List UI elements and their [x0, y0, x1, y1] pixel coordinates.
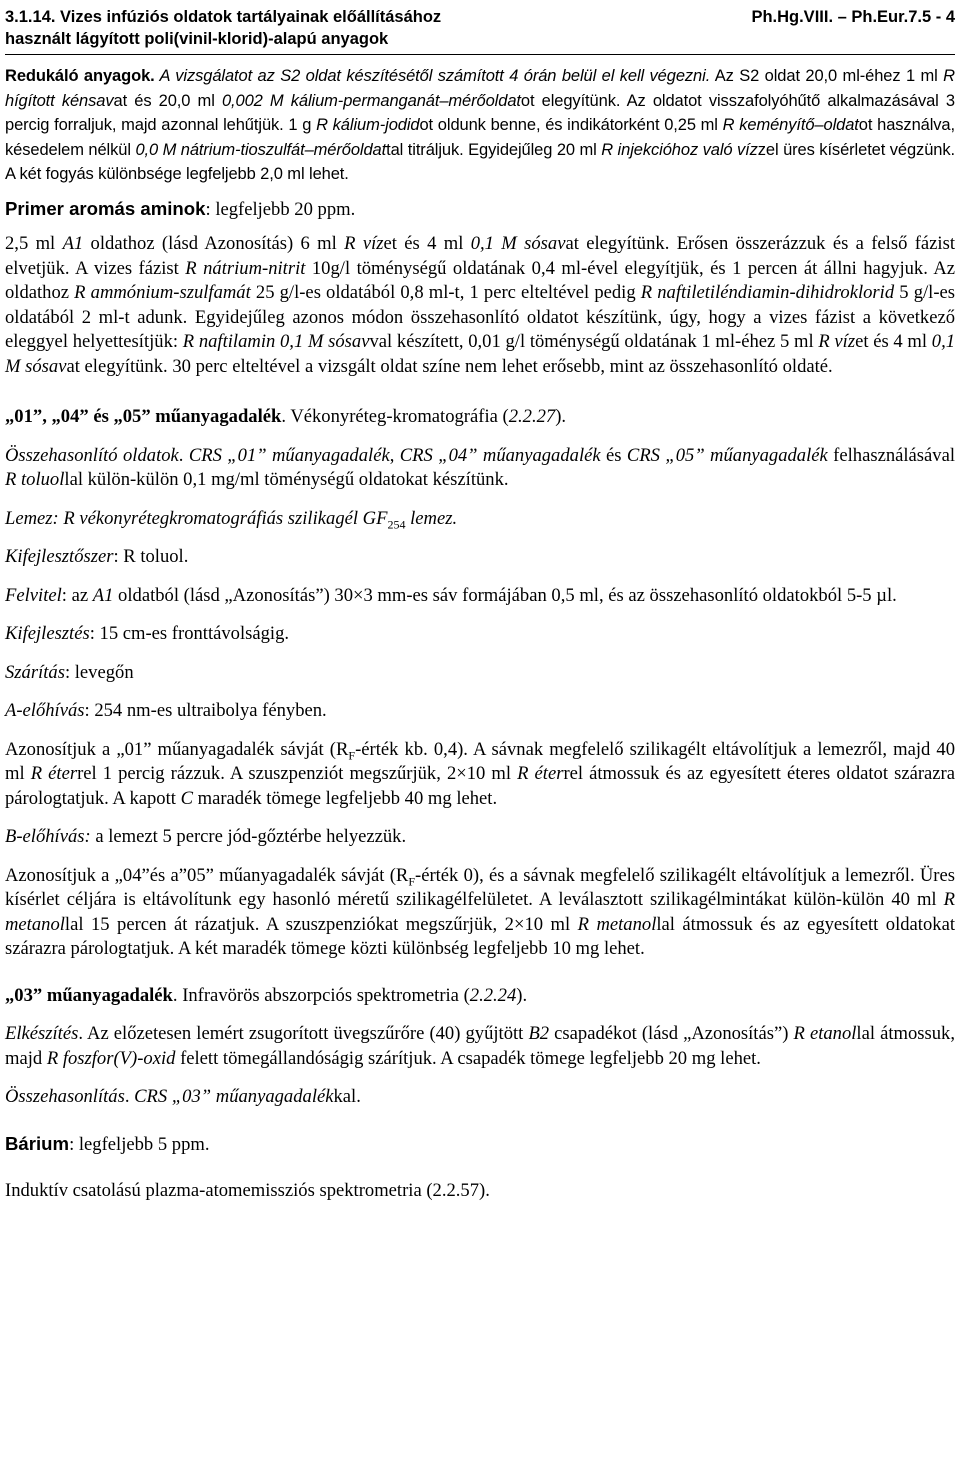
- development-line: Kifejlesztés: 15 cm-es fronttávolságig.: [5, 623, 290, 644]
- document-body: [5, 64, 955, 1204]
- reference-solutions-paragraph: Összehasonlító oldatok. CRS „01” műanyagadalék, CRS „04” műanyagadalék és CRS „05” műanyagadalék felhasználásával R toluollal külön-külön 0,1 mg/ml töménységű oldatokat készítünk.: [5, 444, 956, 490]
- barium-heading-line: Bárium: legfeljebb 5 ppm.: [5, 1132, 210, 1155]
- reducing-substances-heading: Redukáló anyagok.: [5, 67, 155, 85]
- plastic-03-heading-line: „03” műanyagadalék. Infravörös abszorpciós spektrometria (2.2.24).: [5, 984, 528, 1006]
- aromatic-amines-paragraph: 2,5 ml A1 oldathoz (lásd Azonosítás) 6 ml R vízet és 4 ml 0,1 M sósavat elegyítünk. Erősen összerázzuk és a felső fázist elvetjük. A vizes fázist R nátrium-nitrit 10g/l töménységű oldatának 0,4 ml-ével elegyítjük, és 1 percen át állni hagyjuk. Az oldathoz R ammónium-szulfamát 25 g/l-es oldatából 0,8 ml-t, 1 perc elteltével pedig R naftiletiléndiamin-dihidroklorid 5 g/l-es oldatából 2 ml-t adunk. Egyidejűleg azonos módon összehasonlító oldatot készítünk, úgy, hogy a vizes fázist a következő eleggyel helyettesítjük: R naftilamin 0,1 M sósavval készített, 0,01 g/l töménységű oldatának 1 ml-éhez 5 ml R vízet és 4 ml 0,1 M sósavat elegyítünk. 30 perc elteltével a vizsgált oldat színe nem lehet erősebb, mint az összehasonlító oldaté.: [5, 233, 956, 377]
- aromatic-amines-heading-line: Primer aromás aminok: legfeljebb 20 ppm.: [5, 197, 356, 220]
- comparison-line: Összehasonlítás. CRS „03” műanyagadalékkal.: [5, 1086, 361, 1107]
- plate-line: Lemez: R vékonyrétegkromatográfiás szilikagél $GF_{254}$ lemez.: [5, 507, 458, 532]
- header-divider: [5, 54, 955, 55]
- reducing-substances-paragraph: Redukáló anyagok. A vizsgálatot az S2 oldat készítésétől számított 4 órán belül el kell végezni. Az S2 oldat 20,0 ml-éhez 1 ml R hígított kénsavat és 20,0 ml 0,002 M kálium-permanganát–mérőoldatot elegyítünk. Az oldatot visszafolyóhűtő alkalmazásával 3 percig forraljuk, majd azonnal lehűtjük. 1 g R kálium-jodidot oldunk benne, és indikátorként 0,25 ml R keményítő–oldatot használva, késedelem nélkül 0,0 M nátrium-tioszulfát–mérőoldattal titráljuk. Egyidejűleg 20 ml R injekcióhoz való vízzel üres kísérletet végzünk. A két fogyás különbsége legfeljebb 2,0 ml lehet.: [5, 67, 955, 183]
- barium-heading: Bárium: [5, 1132, 70, 1154]
- mobile-phase-line: Kifejlesztőszer: R toluol.: [5, 546, 189, 567]
- section-title-line1: 3.1.14. Vizes infúziós oldatok tartályainak előállításához: [5, 8, 442, 26]
- application-paragraph: Felvitel: az A1 oldatból (lásd „Azonosítás”) 30×3 mm-es sáv formájában 0,5 ml, és az összehasonlító oldatokból 5-5 µl.: [5, 584, 897, 606]
- drying-line: Szárítás: levegőn: [5, 661, 134, 683]
- pharmacopoeia-reference: Ph.Hg.VIII. – Ph.Eur.7.5 - 4: [751, 8, 955, 26]
- preparation-paragraph: Elkészítés. Az előzetesen lemért zsugorított üvegszűrőre (40) gyűjtött B2 csapadékot (lásd „Azonosítás”) R etanollal átmossuk, majd R foszfor(V)-oxid felett tömegállandóságig szárítjuk. A csapadék tömege legfeljebb 20 mg lehet.: [5, 1023, 955, 1069]
- identification-0405-paragraph: Azonosítjuk a „04”és a”05” műanyagadalék sávját ($R_F$-érték 0), és a sávnak megfelelő szilikagélt eltávolítjuk a lemezről. Üres kísérlet céljára is eltávolítunk egy hasonló méretű szilikagélfelületet. A leválasztott szilikagélmintákat külön-külön 40 ml R metanollal 15 percen át rázatjuk. A szuszpenziókat megszűrjük, 2×10 ml R metanollal átmossuk és az egyesített oldatokat szárazra párologtatjuk. A két maradék tömege közti különbség legfeljebb 10 mg lehet.: [5, 864, 955, 959]
- section-title-line2: használt lágyított poli(vinil-klorid)-alapú anyagok: [5, 30, 389, 48]
- plastic-03-heading: „03” műanyagadalék: [5, 984, 173, 1006]
- plastics-010405-heading-line: „01”, „04” és „05” műanyagadalék. Vékonyréteg-kromatográfia (2.2.27).: [5, 406, 567, 427]
- aromatic-amines-heading: Primer aromás aminok: [5, 197, 206, 219]
- plastics-010405-heading: „01”, „04” és „05” műanyagadalék: [5, 406, 282, 427]
- detection-b-line: B-előhívás: a lemezt 5 percre jód-gőztérbe helyezzük.: [5, 826, 407, 847]
- identification-01-paragraph: Azonosítjuk a „01” műanyagadalék sávját ($R_F$-érték kb. 0,4). A sávnak megfelelő szilikagélt eltávolítjuk a lemezről, majd 40 ml R éterrel 1 percig rázzuk. A szuszpenziót megszűrjük, 2×10 ml R éterrel átmossuk és az egyesített éteres oldatot szárazra párologtatjuk. A kapott C maradék tömege legfeljebb 40 mg lehet.: [5, 738, 955, 809]
- barium-method-line: Induktív csatolású plazma-atomemissziós spektrometria (2.2.57).: [5, 1180, 490, 1201]
- detection-a-line: A-előhívás: 254 nm-es ultraibolya fényben.: [5, 700, 327, 721]
